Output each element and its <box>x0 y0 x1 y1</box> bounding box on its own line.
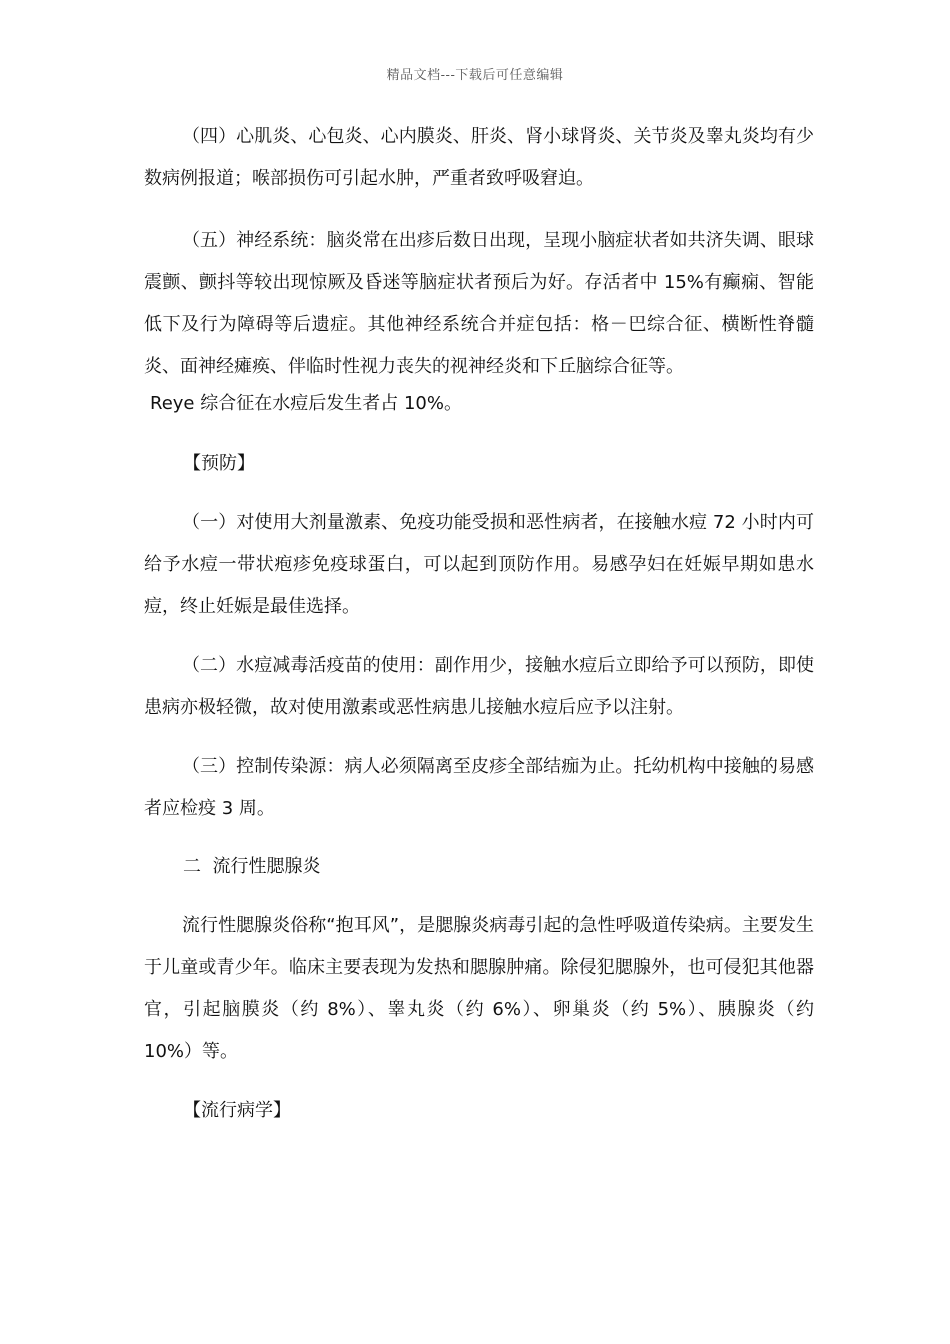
section-heading-mumps: 二 流行性腮腺炎 <box>183 856 321 877</box>
section-heading-prevention: 【预防】 <box>183 453 255 474</box>
paragraph-reye-syndrome: Reye 综合征在水痘后发生者占 10%。 <box>150 393 462 414</box>
paragraph-prevention-1: （一）对使用大剂量激素、免疫功能受损和恶性病者，在接触水痘 72 小时内可给予水痘一带状疱疹免疫球蛋白，可以起到顶防作用。易感孕妇在妊娠早期如患水痘，终止妊娠是最佳选择。 <box>144 512 814 617</box>
paragraph-mumps-intro: 流行性腮腺炎俗称“抱耳风”，是腮腺炎病毒引起的急性呼吸道传染病。主要发生于儿童或青少年。临床主要表现为发热和腮腺肿痛。除侵犯腮腺外，也可侵犯其他器官，引起脑膜炎（约 8%）、睾丸炎（约 6%）、卵巢炎（约 5%）、胰腺炎（约 10%）等。 <box>144 915 814 1062</box>
section-heading-epidemiology: 【流行病学】 <box>183 1100 291 1121</box>
page-header: 精品文档---下载后可任意编辑 <box>386 68 564 83</box>
paragraph-prevention-2: （二）水痘减毒活疫苗的使用：副作用少，接触水痘后立即给予可以预防，即使患病亦极轻微，故对使用激素或恶性病患儿接触水痘后应予以注射。 <box>144 655 814 718</box>
paragraph-prevention-3: （三）控制传染源：病人必须隔离至皮疹全部结痂为止。托幼机构中接触的易感者应检疫 3 周。 <box>144 756 814 819</box>
paragraph-complications-4: （四）心肌炎、心包炎、心内膜炎、肝炎、肾小球肾炎、关节炎及睾丸炎均有少数病例报道；喉部损伤可引起水肿，严重者致呼吸窘迫。 <box>144 126 814 189</box>
paragraph-nervous-system: （五）神经系统：脑炎常在出疹后数日出现，呈现小脑症状者如共济失调、眼球震颤、颤抖等较出现惊厥及昏迷等脑症状者预后为好。存活者中 15%有癫痫、智能低下及行为障碍等后遗症。其他神经系统合并症包括：格－巴综合征、横断性脊髓炎、面神经瘫痪、伴临时性视力丧失的视神经炎和下丘脑综合征等。 <box>144 230 814 377</box>
